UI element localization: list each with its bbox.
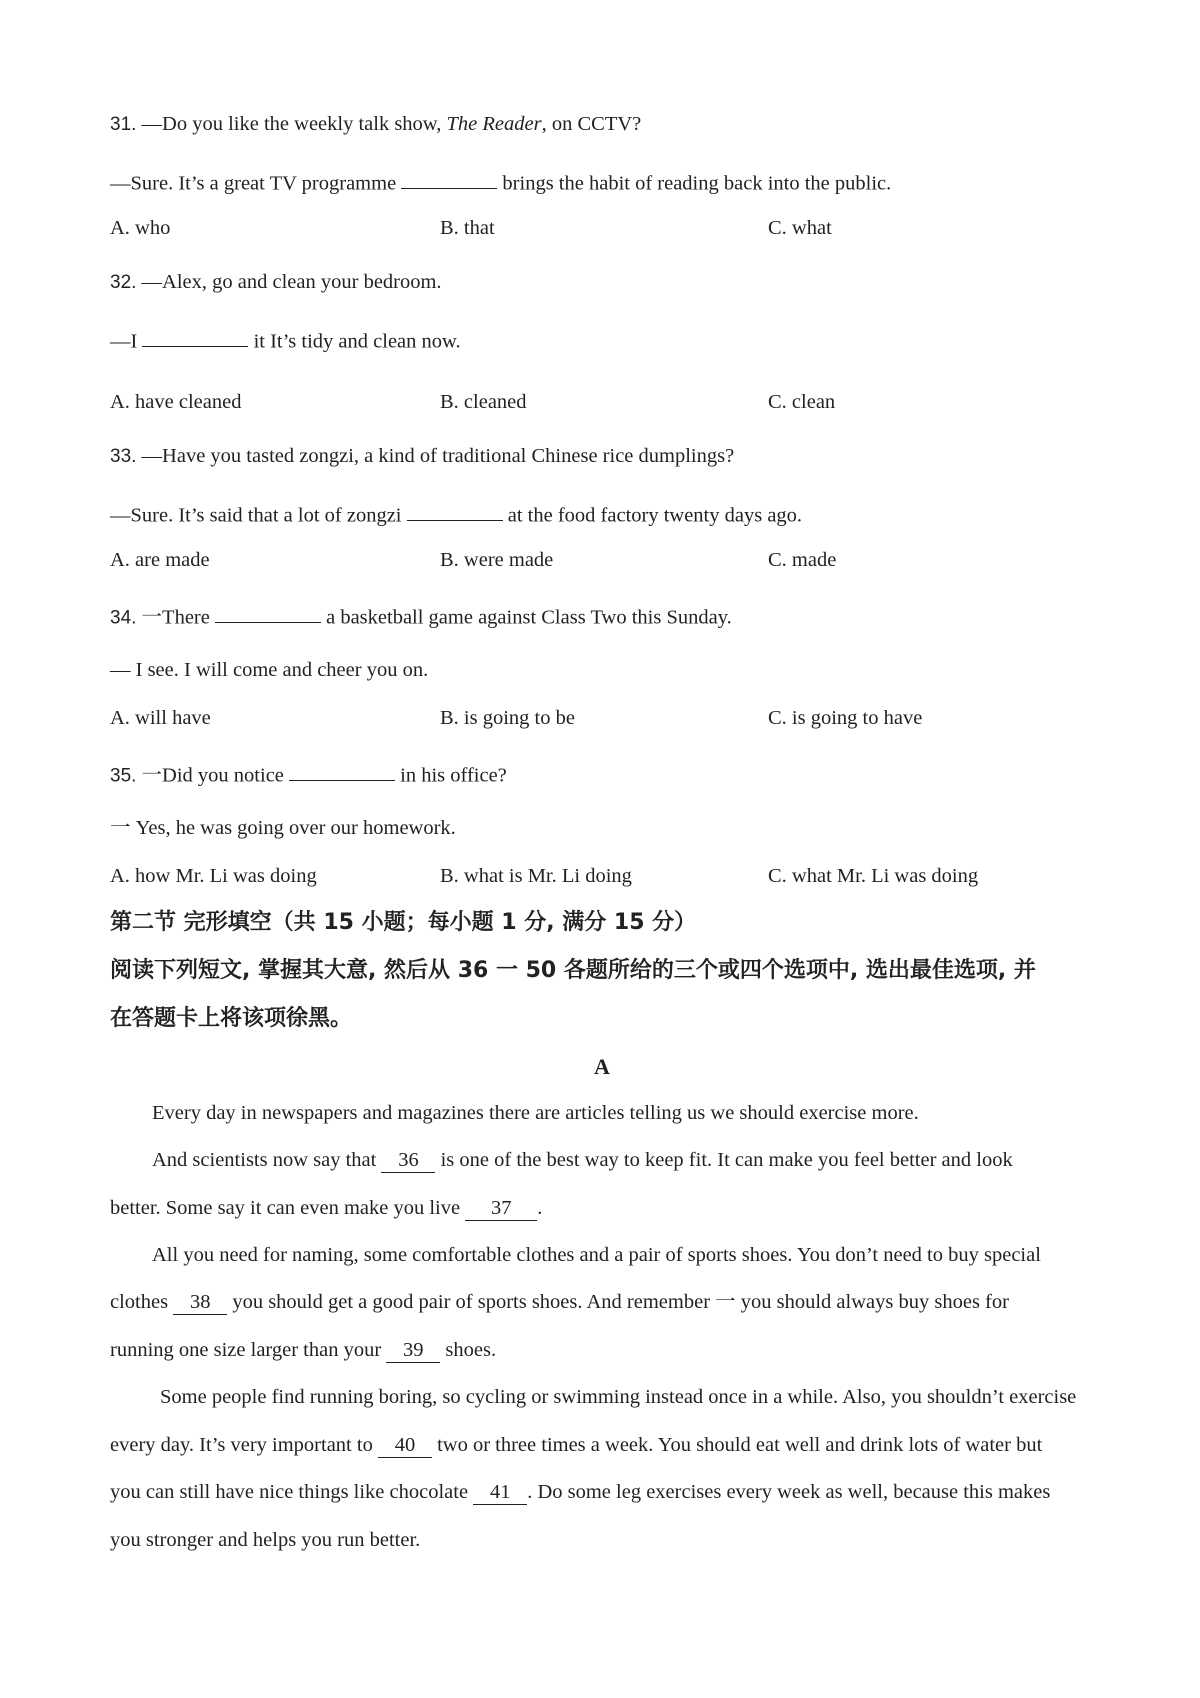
cloze-blank-40: 40 [378, 1435, 432, 1458]
answer-blank [407, 502, 503, 521]
paragraph-3-line-3 [110, 1340, 496, 1363]
question-35-response [110, 818, 456, 839]
option-a: A. who [110, 217, 171, 239]
section-title: 第二节 完形填空（共 15 小题；每小题 1 分, 满分 15 分） [110, 910, 697, 935]
question-35-prompt [110, 762, 507, 786]
response-text: at the food factory twenty days ago. [502, 504, 803, 527]
option-b: B. what is Mr. Li doing [440, 865, 632, 887]
prompt-text: —Do you like the weekly talk show, [141, 113, 447, 135]
paragraph-4-line-2 [110, 1435, 1042, 1458]
passage-text: . Do some leg exercises every week as well, because this makes [527, 1481, 1051, 1503]
prompt-text: 一There [141, 606, 215, 629]
question-34-response [110, 660, 428, 681]
prompt-text: 一Did you notice [141, 764, 290, 787]
option-c: C. what Mr. Li was doing [768, 865, 979, 887]
passage-text: running one size larger than your [110, 1339, 387, 1361]
prompt-text: in his office? [395, 764, 507, 787]
option-a: A. are made [110, 549, 210, 571]
question-32-response [110, 328, 461, 352]
response-text: —I [110, 330, 143, 353]
passage-text: every day. It’s very important to [110, 1434, 378, 1456]
option-b: B. cleaned [440, 391, 527, 413]
prompt-text: , on CCTV? [541, 113, 642, 135]
paragraph-2-line-1 [152, 1150, 1013, 1173]
paragraph-1: Every day in newspapers and magazines there are articles telling us we should exercise more. [152, 1102, 919, 1124]
section-instruction-cont: 在答题卡上将该项徐黑。 [110, 1006, 353, 1031]
show-title: The Reader [446, 113, 542, 135]
passage-text: And scientists now say that [152, 1149, 382, 1171]
paragraph-4-line-1: Some people find running boring, so cycling or swimming instead once in a while. Also, you shouldn’t exercise [160, 1386, 1077, 1408]
question-33-response [110, 502, 802, 526]
response-text: brings the habit of reading back into the public. [497, 172, 892, 195]
option-b: B. that [440, 217, 495, 239]
response-text: —Sure. It’s a great TV programme [110, 172, 402, 195]
passage-text: better. Some say it can even make you live [110, 1197, 466, 1219]
cloze-blank-41: 41 [473, 1482, 527, 1505]
paragraph-3-line-1: All you need for naming, some comfortable clothes and a pair of sports shoes. You don’t need to buy special [152, 1244, 1041, 1266]
response-text: —Sure. It’s said that a lot of zongzi [110, 504, 407, 527]
question-number: 31. [110, 114, 137, 135]
cloze-blank-37: 37 [465, 1198, 537, 1221]
passage-text: . [537, 1197, 543, 1219]
paragraph-4-line-3 [110, 1482, 1050, 1505]
question-number: 34. [110, 607, 137, 629]
question-34-prompt [110, 604, 732, 628]
passage-text: shoes. [440, 1339, 497, 1361]
answer-blank [215, 604, 321, 623]
option-c: C. is going to have [768, 707, 923, 729]
option-a: A. will have [110, 707, 211, 729]
cloze-blank-39: 39 [386, 1340, 440, 1363]
question-number: 32. [110, 272, 137, 293]
answer-blank [401, 170, 497, 189]
answer-blank [289, 762, 395, 781]
passage-title: A [594, 1054, 610, 1079]
option-a: A. how Mr. Li was doing [110, 865, 317, 887]
question-33-prompt [110, 446, 734, 467]
prompt-text: —Have you tasted zongzi, a kind of traditional Chinese rice dumplings? [141, 445, 735, 467]
question-31-prompt [110, 114, 641, 135]
response-text: it It’s tidy and clean now. [248, 330, 461, 353]
option-c: C. what [768, 217, 832, 239]
question-32-prompt [110, 272, 442, 293]
paragraph-4-line-4: you stronger and helps you run better. [110, 1529, 421, 1551]
prompt-text: a basketball game against Class Two this Sunday. [320, 606, 732, 629]
option-a: A. have cleaned [110, 391, 242, 413]
answer-blank [142, 328, 248, 347]
response-text: 一 Yes, he was going over our homework. [110, 817, 456, 839]
response-text: — I see. I will come and cheer you on. [110, 659, 429, 681]
option-c: C. clean [768, 391, 836, 413]
paragraph-2-line-2 [110, 1198, 542, 1221]
passage-text: clothes [110, 1291, 174, 1313]
passage-text: you can still have nice things like chocolate [110, 1481, 474, 1503]
paragraph-3-line-2 [110, 1292, 1009, 1315]
passage-text: two or three times a week. You should eat well and drink lots of water but [431, 1434, 1043, 1456]
option-b: B. is going to be [440, 707, 575, 729]
prompt-text: —Alex, go and clean your bedroom. [141, 271, 442, 293]
question-31-response [110, 170, 891, 194]
question-number: 35. [110, 765, 137, 787]
question-number: 33. [110, 446, 137, 467]
section-instruction: 阅读下列短文, 掌握其大意, 然后从 36 一 50 各题所给的三个或四个选项中, 选出最佳选项, 并 [110, 958, 1036, 983]
option-c: C. made [768, 549, 837, 571]
cloze-blank-38: 38 [173, 1292, 227, 1315]
option-b: B. were made [440, 549, 554, 571]
passage-text: you should get a good pair of sports shoes. And remember 一 you should always buy shoes for [227, 1291, 1009, 1313]
cloze-blank-36: 36 [381, 1150, 435, 1173]
passage-text: is one of the best way to keep fit. It can make you feel better and look [435, 1149, 1013, 1171]
